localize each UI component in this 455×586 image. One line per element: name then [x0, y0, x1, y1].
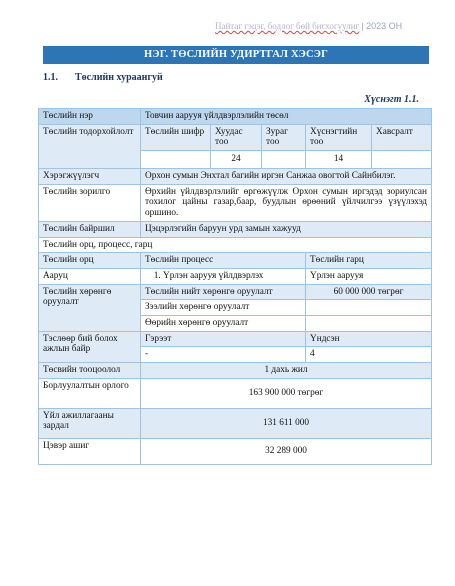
summary-table [38, 108, 432, 465]
implementer-label: Хэрэгжүүлэгч [39, 169, 141, 185]
table-caption: Хүснэгт 1.1. [364, 94, 419, 105]
goal-value: Өрхийн үйлдвэрлэлийг өргөжүүлж Орхон сумын иргэдэд зориулсан тохилог цайны газар,баар, буудлын өрөөний үйлчилгээ үзүүлэхэд оршино. [141, 184, 432, 221]
own-investment-value [306, 315, 432, 331]
process-item: 1. Үрлэн аарууя үйлдвэрлэх [163, 271, 301, 282]
opex-value: 131 611 000 [141, 408, 432, 438]
appendix-label: Хавсралт [372, 124, 432, 150]
permanent-label: Үндсэн [306, 331, 432, 347]
table-row [39, 169, 432, 185]
contract-value: - [141, 347, 306, 363]
process-value [141, 268, 306, 284]
total-investment-label: Төслийн нийт хөрөнгө оруулалт [141, 284, 306, 300]
input-label: Төслийн орц [39, 253, 141, 269]
table-row [39, 378, 432, 408]
header-year: 2023 ОН [366, 21, 403, 31]
output-label: Төслийн гарц [306, 253, 432, 269]
own-investment-label: Өөрийн хөрөнгө оруулалт [141, 315, 306, 331]
jobs-label: Тэслөөр бий болох ажлын байр [39, 331, 141, 362]
table-row [39, 109, 432, 125]
header-separator: | [361, 21, 364, 31]
appendix-value [372, 151, 432, 169]
loan-investment-value [306, 300, 432, 316]
table-row [39, 438, 432, 464]
images-label: Зураг тоо [262, 124, 306, 150]
total-investment-value: 60 000 000 төгрөг [306, 284, 432, 300]
tables-value: 14 [306, 151, 372, 169]
output-value: Үрлэн аарууя [306, 268, 432, 284]
code-label: Төслийн шифр [141, 124, 211, 150]
images-value [262, 151, 306, 169]
table-row [39, 408, 432, 438]
running-header [215, 21, 450, 31]
code-value [141, 151, 211, 169]
process-label: Төслийн процесс [141, 253, 306, 269]
sales-value: 163 900 000 төгрөг [141, 378, 432, 408]
sales-label: Борлуулалтын орлого [39, 378, 141, 408]
tables-label: Хүснэгтийн тоо [306, 124, 372, 150]
section-heading [43, 72, 163, 83]
loan-investment-label: Зээлийн хөрөнгө оруулалт [141, 300, 306, 316]
description-label: Төслийн тодорхойлолт [39, 124, 141, 168]
opex-label: Үйл ажиллагааны зардал [39, 408, 141, 438]
payback-value: 1 дахь жил [141, 363, 432, 379]
chapter-title: НЭГ. ТӨСЛИЙН УДИРТГАЛ ХЭСЭГ [43, 46, 429, 64]
contract-label: Гэрээт [141, 331, 306, 347]
header-text: Пайтаг гэцэг, бодлог бөй бигхогуулиг [215, 21, 360, 31]
project-name-value: Товчин аарууя үйлдвэрлэлийн төсөл [141, 109, 432, 125]
implementer-value: Орхон сумын Энхтал багийн иргэн Санжаа овогтой Сайнбилэг. [141, 169, 432, 185]
table-row [39, 268, 432, 284]
location-label: Төслийн байршил [39, 221, 141, 237]
io-section-label: Төслийн орц, процесс, гарц [39, 237, 432, 253]
profit-value: 32 289 000 [141, 438, 432, 464]
location-value: Цэцэрлэгийн баруун урд замын хажууд [141, 221, 432, 237]
section-title: Төслийн хураангуй [75, 72, 163, 83]
table-row [39, 124, 432, 150]
goal-label: Төслийн зорилго [39, 184, 141, 221]
table-row [39, 253, 432, 269]
table-row [39, 237, 432, 253]
pages-label: Хуудас тоо [211, 124, 262, 150]
profit-label: Цэвэр ашиг [39, 438, 141, 464]
table-row [39, 331, 432, 347]
table-row [39, 184, 432, 221]
table-row [39, 221, 432, 237]
investment-label: Төслийн хөрөнгө оруулалт [39, 284, 141, 331]
table-row [39, 284, 432, 300]
table-row [39, 363, 432, 379]
permanent-value: 4 [306, 347, 432, 363]
section-number: 1.1. [43, 72, 58, 83]
input-value: Ааруц [39, 268, 141, 284]
payback-label: Төсвийн тооцоолол [39, 363, 141, 379]
pages-value: 24 [211, 151, 262, 169]
project-name-label: Төслийн нэр [39, 109, 141, 125]
